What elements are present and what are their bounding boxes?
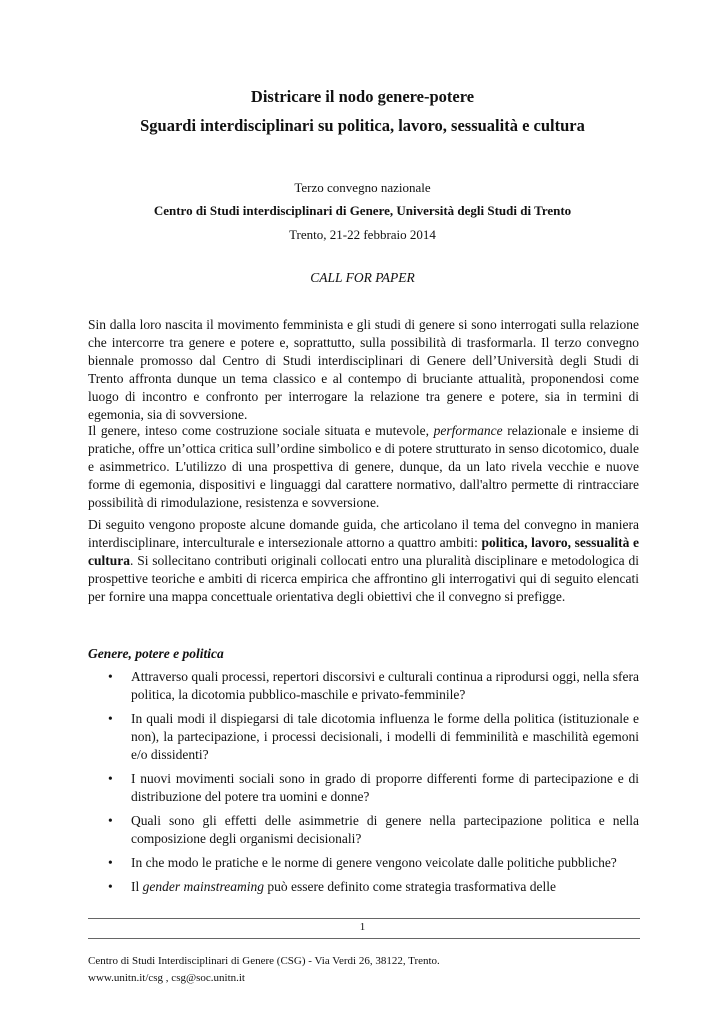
footer-address: Centro di Studi Interdisciplinari di Genere (CSG) - Via Verdi 26, 38122, Trento. <box>88 955 440 967</box>
list-item-text: In che modo le pratiche e le norme di genere vengono veicolate dalle politiche pubbliche? <box>131 855 617 870</box>
document-subtitle: Sguardi interdisciplinari su politica, lavoro, sessualità e cultura <box>140 116 585 135</box>
list-item <box>88 878 639 896</box>
footer-rule-bottom <box>88 938 640 939</box>
bullet-icon: • <box>108 855 113 870</box>
gender-paragraph-text-b: relazionale e insieme di pratiche, offre un’ottica critica sull’ordine simbolico e di potere strutturato in senso dicotomico, duale e asimmetrico. L'utilizzo di una prospettiva di genere, dunque, da un lato rivela vecchie e nuove forme di egemonia, dispositivi e linguaggi dal carattere normativo, dall'altro permette di rintracciare possibilità di rimodulazione, resistenza e sovversione. <box>88 423 639 510</box>
section-heading-politica: Genere, potere e politica <box>88 646 224 661</box>
list-item-text: Quali sono gli effetti delle asimmetrie di genere nella partecipazione politica e nella composizione degli organismi decisionali? <box>131 813 639 846</box>
gender-paragraph-text-a: Il genere, inteso come costruzione sociale situata e mutevole, <box>88 423 434 438</box>
event-edition: Terzo convegno nazionale <box>294 180 431 195</box>
bullet-icon: • <box>108 711 113 726</box>
gender-mainstreaming-term: gender mainstreaming <box>142 879 264 894</box>
bullet-icon: • <box>108 879 113 894</box>
list-item <box>88 854 639 872</box>
list-item-text: I nuovi movimenti sociali sono in grado di proporre differenti forme di partecipazione e di distribuzione del potere tra uomini e donne? <box>131 771 639 804</box>
page-number: 1 <box>359 921 366 933</box>
guide-questions-paragraph <box>88 516 639 606</box>
guide-paragraph-text-b: . Si sollecitano contributi originali collocati entro una pluralità disciplinare e metodologica di prospettive teoriche e ambiti di ricerca empirica che affrontino gli interrogativi qui di seguito elencati per fornire una mappa concettuale orientativa degli obiettivi che il convegno si prefigge. <box>88 553 639 604</box>
bullet-icon: • <box>108 771 113 786</box>
footer-rule-top <box>88 918 640 919</box>
document-title: Districare il nodo genere-potere <box>250 87 475 106</box>
intro-paragraph: Sin dalla loro nascita il movimento femminista e gli studi di genere si sono interrogati sulla relazione che intercorre tra genere e potere e, soprattutto, sulla possibilità di trasformarla. Il terzo convegno biennale promosso dal Centro di Studi interdisciplinari di Genere dell’Università degli Studi di Trento affronta dunque un tema classico e al contempo di bruciante attualità, proponendosi come luogo di incontro e confronto per interrogare la relazione tra genere e potere, sia in termini di egemonia, sia di sovversione. <box>88 317 639 422</box>
four-areas-term: politica, lavoro, sessualità e cultura <box>88 535 639 568</box>
footer-contacts: www.unitn.it/csg , csg@soc.unitn.it <box>88 972 245 984</box>
performance-term: performance <box>433 423 503 438</box>
question-list <box>88 668 639 902</box>
bullet-icon: • <box>108 669 113 684</box>
bullet-icon: • <box>108 813 113 828</box>
guide-paragraph-text-a: Di seguito vengono proposte alcune domande guida, che articolano il tema del convegno in maniera interdisciplinare, interculturale e intersezionale attorno a quattro ambiti: <box>88 517 639 550</box>
call-for-paper-heading: CALL FOR PAPER <box>310 270 415 285</box>
list-item <box>88 668 639 704</box>
list-item <box>88 770 639 806</box>
gender-paragraph <box>88 422 639 512</box>
list-item-text: In quali modi il dispiegarsi di tale dicotomia influenza le forme della politica (istituzionale e non), la partecipazione, i processi decisionali, i modelli di femminilità e maschilità egemoni e/o dissidenti? <box>131 711 639 762</box>
list-item-text: Attraverso quali processi, repertori discorsivi e culturali continua a riprodursi oggi, nella sfera politica, la dicotomia pubblico-maschile e privato-femminile? <box>131 669 639 702</box>
event-place-date: Trento, 21-22 febbraio 2014 <box>289 227 436 242</box>
list-item <box>88 710 639 764</box>
list-item-text-b: può essere definito come strategia trasformativa delle <box>264 879 557 894</box>
list-item-text-a: Il <box>131 879 143 894</box>
event-organizer: Centro di Studi interdisciplinari di Genere, Università degli Studi di Trento <box>153 203 572 218</box>
list-item <box>88 812 639 848</box>
